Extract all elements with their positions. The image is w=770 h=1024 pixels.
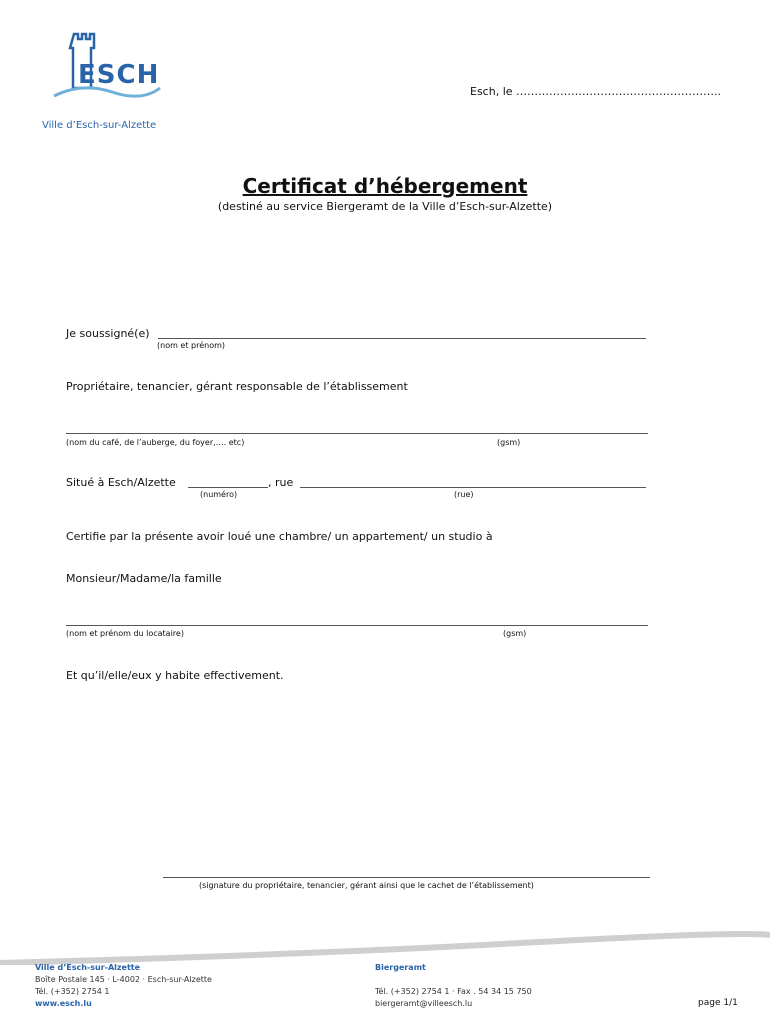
situe-label: Situé à Esch/Alzette	[66, 476, 176, 489]
certifie-text: Certifie par la présente avoir loué une chambre/ un appartement/ un studio à	[66, 530, 493, 543]
footer-right-phone: Tél. (+352) 2754 1 · Fax . 54 34 15 750	[375, 987, 532, 996]
rue-label: , rue	[268, 476, 294, 489]
page-number: page 1/1	[698, 998, 738, 1008]
habite-text: Et qu’il/elle/eux y habite effectivement.	[66, 669, 284, 682]
proprietaire-text: Propriétaire, tenancier, gérant responsable de l’établissement	[66, 380, 408, 393]
footer-swoosh	[0, 925, 770, 965]
footer-right-email[interactable]: biergeramt@villeesch.lu	[375, 999, 473, 1008]
etablissement-hint: (nom du café, de l’auberge, du foyer,…. etc)	[66, 438, 245, 447]
footer-left-address: Boîte Postale 145 · L-4002 · Esch-sur-Alzette	[35, 975, 212, 984]
gsm-hint-2: (gsm)	[503, 629, 527, 638]
etablissement-field[interactable]	[66, 433, 648, 434]
page-title: Certificat d’hébergement	[242, 174, 528, 198]
rue-field[interactable]	[300, 487, 646, 488]
logo-caption: Ville d’Esch-sur-Alzette	[42, 120, 157, 131]
gsm-hint-1: (gsm)	[497, 438, 521, 447]
rue-hint: (rue)	[454, 490, 474, 499]
locataire-field[interactable]	[66, 625, 648, 626]
locataire-hint: (nom et prénom du locataire)	[66, 629, 184, 638]
date-line: Esch, le ………………………………………………..	[470, 85, 722, 98]
footer-left	[35, 962, 212, 1010]
page-subtitle: (destiné au service Biergeramt de la Ville d’Esch-sur-Alzette)	[217, 200, 553, 213]
soussigne-field[interactable]	[158, 338, 646, 339]
signature-hint: (signature du propriétaire, tenancier, gérant ainsi que le cachet de l’établissement)	[199, 881, 534, 890]
soussigne-label: Je soussigné(e)	[66, 327, 150, 340]
footer-right	[375, 962, 532, 1010]
numero-hint: (numéro)	[200, 490, 238, 499]
signature-field[interactable]	[163, 877, 650, 878]
logo-wordmark: ESCH	[78, 60, 160, 90]
footer-left-phone: Tél. (+352) 2754 1	[35, 987, 110, 996]
footer-left-title: Ville d’Esch-sur-Alzette	[35, 963, 141, 972]
footer-web-link[interactable]: www.esch.lu	[35, 999, 92, 1008]
famille-text: Monsieur/Madame/la famille	[66, 572, 222, 585]
numero-field[interactable]	[188, 487, 268, 488]
soussigne-hint: (nom et prénom)	[157, 341, 226, 350]
footer-right-title: Biergeramt	[375, 963, 426, 972]
